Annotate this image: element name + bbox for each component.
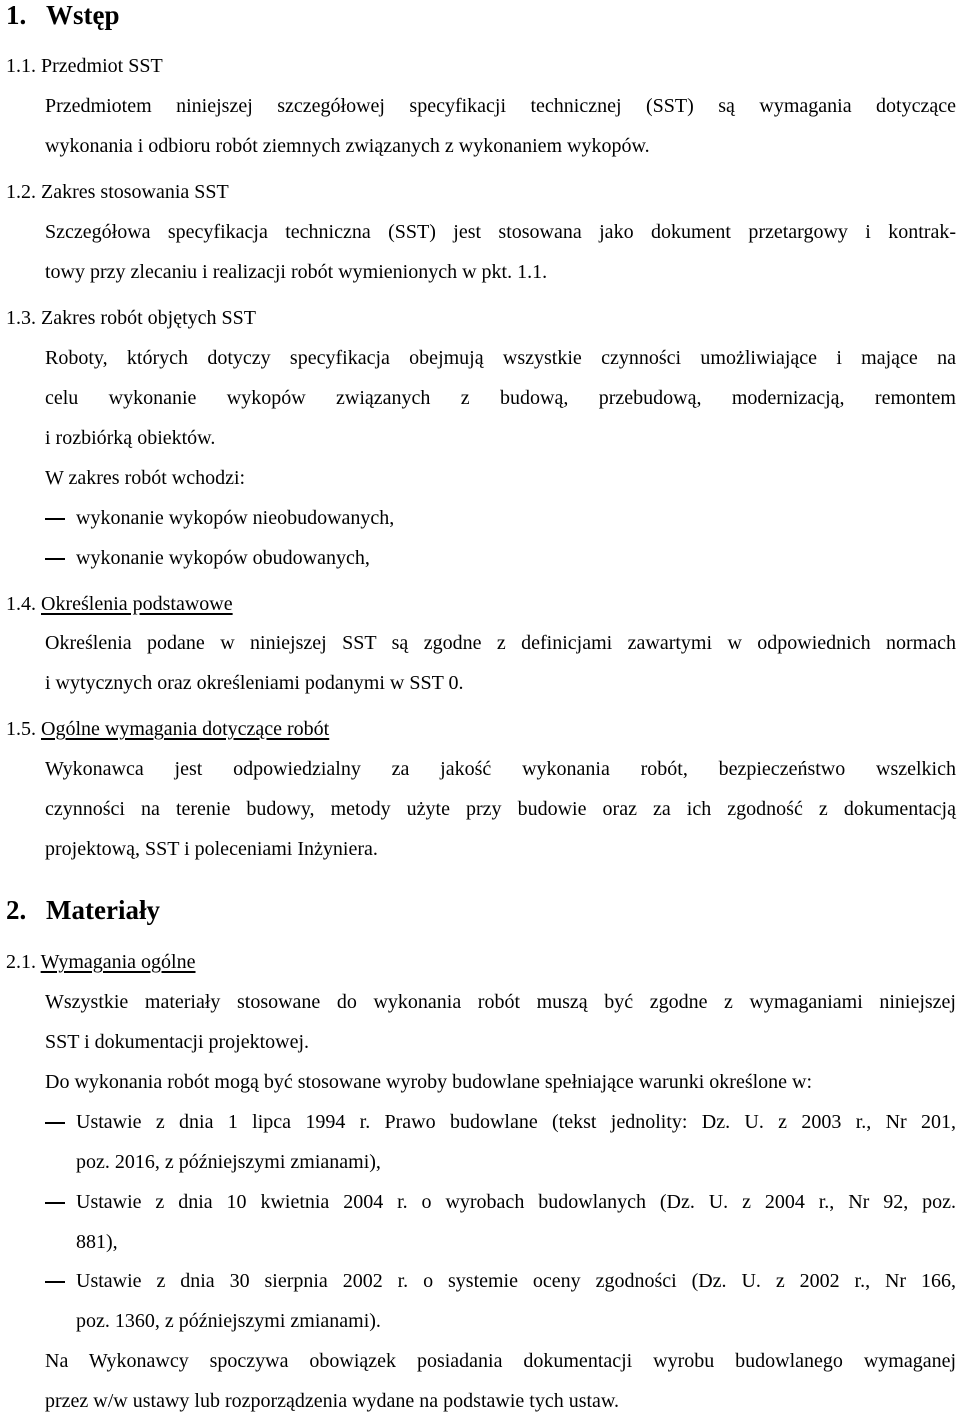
list-item-text: wykonanie wykopów obudowanych,	[76, 547, 370, 569]
section-number: 1.	[6, 0, 27, 30]
subsection-number: 1.5.	[6, 718, 36, 740]
dash-bullet	[45, 1202, 65, 1204]
subsection-heading-1-3	[6, 306, 256, 330]
subsection-heading-1-1	[6, 54, 163, 78]
paragraph-line: przez w/w ustawy lub rozporządzenia wydane na podstawie tych ustaw.	[45, 1390, 620, 1412]
subsection-title: Określenia podstawowe	[41, 593, 233, 615]
subsection-heading-1-2	[6, 180, 229, 204]
section-title: Wstęp	[46, 0, 120, 30]
subsection-heading-1-4	[6, 592, 233, 616]
list-item-continuation: poz. 1360, z późniejszymi zmianami).	[76, 1310, 381, 1332]
paragraph-line: i wytycznych oraz określeniami podanymi w SST 0.	[45, 672, 464, 694]
paragraph-line: towy przy zlecaniu i realizacji robót wymienionych w pkt. 1.1.	[45, 261, 548, 283]
subsection-title: Ogólne wymagania dotyczące robót	[41, 718, 330, 740]
paragraph-line: projektową, SST i poleceniami Inżyniera.	[45, 838, 378, 860]
paragraph-line: Przedmiotem niniejszej szczegółowej specyfikacji technicznej (SST) są wymagania dotyczące	[45, 95, 956, 117]
list-item-text: Ustawie z dnia 1 lipca 1994 r. Prawo budowlane (tekst jednolity: Dz. U. z 2003 r., Nr 201,	[76, 1111, 956, 1133]
paragraph-line: i rozbiórką obiektów.	[45, 427, 216, 449]
list-item-continuation: poz. 2016, z późniejszymi zmianami),	[76, 1151, 381, 1173]
subsection-title: Zakres robót objętych SST	[41, 307, 256, 329]
subsection-number: 2.1.	[6, 951, 36, 973]
dash-bullet	[45, 1122, 65, 1124]
paragraph-line: czynności na terenie budowy, metody użyte przy budowie oraz za ich zgodność z dokumentacją	[45, 798, 956, 820]
paragraph-line: Na Wykonawcy spoczywa obowiązek posiadania dokumentacji wyrobu budowlanego wymaganej	[45, 1350, 956, 1372]
section-number: 2.	[6, 895, 27, 925]
subsection-number: 1.1.	[6, 55, 36, 77]
list-item-text: Ustawie z dnia 10 kwietnia 2004 r. o wyrobach budowlanych (Dz. U. z 2004 r., Nr 92, poz.	[76, 1191, 956, 1213]
paragraph-line: celu wykonanie wykopów związanych z budową, przebudową, modernizacją, remontem	[45, 387, 956, 409]
dash-bullet	[45, 518, 65, 520]
subsection-title: Przedmiot SST	[41, 55, 163, 77]
subsection-number: 1.4.	[6, 593, 36, 615]
subsection-number: 1.3.	[6, 307, 36, 329]
list-item-text: Ustawie z dnia 30 sierpnia 2002 r. o systemie oceny zgodności (Dz. U. z 2002 r., Nr 166,	[76, 1270, 956, 1292]
subsection-heading-2-1	[6, 950, 196, 974]
subsection-number: 1.2.	[6, 181, 36, 203]
paragraph-line: Roboty, których dotyczy specyfikacja obejmują wszystkie czynności umożliwiające i mające na	[45, 347, 956, 369]
paragraph-line: W zakres robót wchodzi:	[45, 467, 246, 489]
paragraph-line: Do wykonania robót mogą być stosowane wyroby budowlane spełniające warunki określone w:	[45, 1071, 813, 1093]
paragraph-line: Wykonawca jest odpowiedzialny za jakość wykonania robót, bezpieczeństwo wszelkich	[45, 758, 956, 780]
subsection-title: Wymagania ogólne	[40, 951, 196, 973]
paragraph-line: Określenia podane w niniejszej SST są zgodne z definicjami zawartymi w odpowiednich normach	[45, 632, 956, 654]
paragraph-line: SST i dokumentacji projektowej.	[45, 1031, 310, 1053]
dash-bullet	[45, 1281, 65, 1283]
paragraph-line: wykonania i odbioru robót ziemnych związanych z wykonaniem wykopów.	[45, 135, 650, 157]
subsection-title: Zakres stosowania SST	[41, 181, 229, 203]
paragraph-line: Szczegółowa specyfikacja techniczna (SST) jest stosowana jako dokument przetargowy i kontrak-	[45, 221, 956, 243]
section-heading-1	[6, 0, 120, 30]
list-item-continuation: 881),	[76, 1231, 118, 1253]
dash-bullet	[45, 558, 65, 560]
section-heading-2	[6, 895, 160, 925]
list-item-text: wykonanie wykopów nieobudowanych,	[76, 507, 395, 529]
paragraph-line: Wszystkie materiały stosowane do wykonania robót muszą być zgodne z wymaganiami niniejszej	[45, 991, 956, 1013]
subsection-heading-1-5	[6, 717, 329, 741]
section-title: Materiały	[46, 895, 160, 925]
